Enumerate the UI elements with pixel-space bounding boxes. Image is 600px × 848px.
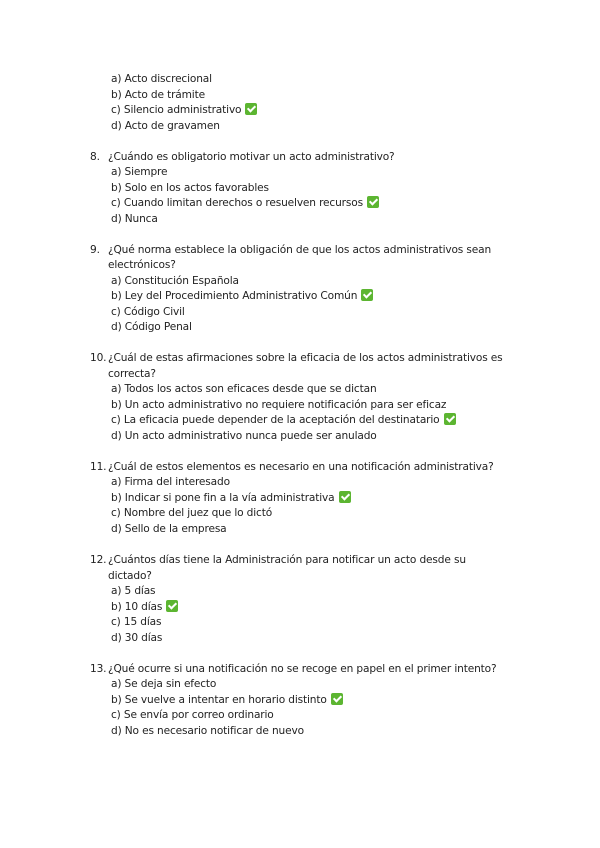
option-b: b) Indicar si pone fin a la vía administrativa bbox=[111, 491, 351, 507]
question-text-continued: dictado? bbox=[108, 569, 152, 582]
check-mark-icon bbox=[331, 693, 343, 705]
option-c: c) 15 días bbox=[111, 616, 162, 628]
check-mark-icon bbox=[444, 413, 456, 425]
option-b: b) Solo en los actos favorables bbox=[111, 181, 269, 194]
question-text: ¿Cuántos días tiene la Administración para notificar un acto desde su bbox=[108, 554, 466, 566]
option-a: a) Constitución Española bbox=[111, 274, 239, 287]
option-b: b) 10 días bbox=[111, 600, 178, 616]
option-a: a) 5 días bbox=[111, 585, 156, 597]
question-text: ¿Qué ocurre si una notificación no se recoge en papel en el primer intento? bbox=[108, 662, 497, 675]
question-text: ¿Cuándo es obligatorio motivar un acto administrativo? bbox=[108, 150, 395, 163]
question-text: ¿Qué norma establece la obligación de que los actos administrativos sean bbox=[108, 243, 492, 256]
check-mark-icon bbox=[245, 103, 257, 115]
check-mark-icon bbox=[339, 491, 351, 503]
option-d: d) Código Penal bbox=[111, 321, 192, 333]
option-a: a) Firma del interesado bbox=[111, 476, 230, 488]
check-mark-icon bbox=[361, 289, 373, 301]
option-a: a) Todos los actos son eficaces desde que se dictan bbox=[111, 383, 377, 395]
option-a: a) Se deja sin efecto bbox=[111, 678, 217, 690]
option-c: c) Silencio administrativo bbox=[111, 103, 257, 119]
check-mark-icon bbox=[367, 196, 379, 208]
question-number: 8. bbox=[90, 150, 100, 163]
option-c: c) Se envía por correo ordinario bbox=[111, 709, 274, 721]
option-b: b) Se vuelve a intentar en horario distinto bbox=[111, 693, 343, 709]
question-number: 10. bbox=[90, 352, 107, 364]
question-text: ¿Cuál de estos elementos es necesario en una notificación administrativa? bbox=[108, 460, 494, 473]
question-text-continued: correcta? bbox=[108, 367, 156, 380]
option-d: d) Un acto administrativo nunca puede ser anulado bbox=[111, 429, 377, 442]
question-number: 12. bbox=[90, 554, 107, 566]
option-d: d) 30 días bbox=[111, 631, 163, 644]
question-text: ¿Cuál de estas afirmaciones sobre la eficacia de los actos administrativos es bbox=[108, 352, 503, 364]
option-b: b) Ley del Procedimiento Administrativo Común bbox=[111, 289, 373, 305]
option-c: c) Cuando limitan derechos o resuelven recursos bbox=[111, 196, 379, 212]
question-number: 11. bbox=[90, 460, 107, 473]
check-mark-icon bbox=[166, 600, 178, 612]
option-a: a) Siempre bbox=[111, 166, 168, 178]
option-c: c) La eficacia puede depender de la aceptación del destinatario bbox=[111, 413, 456, 429]
question-text-continued: electrónicos? bbox=[108, 259, 176, 271]
option-d: d) No es necesario notificar de nuevo bbox=[111, 724, 304, 737]
question-number: 13. bbox=[90, 662, 107, 675]
option-c: c) Nombre del juez que lo dictó bbox=[111, 507, 273, 519]
option-a: a) Acto discrecional bbox=[111, 73, 212, 85]
question-number: 9. bbox=[90, 243, 100, 256]
option-c: c) Código Civil bbox=[111, 305, 185, 318]
option-b: b) Acto de trámite bbox=[111, 88, 205, 101]
option-d: d) Sello de la empresa bbox=[111, 522, 227, 535]
option-d: d) Acto de gravamen bbox=[111, 119, 220, 132]
option-d: d) Nunca bbox=[111, 212, 158, 225]
option-b: b) Un acto administrativo no requiere notificación para ser eficaz bbox=[111, 398, 447, 411]
